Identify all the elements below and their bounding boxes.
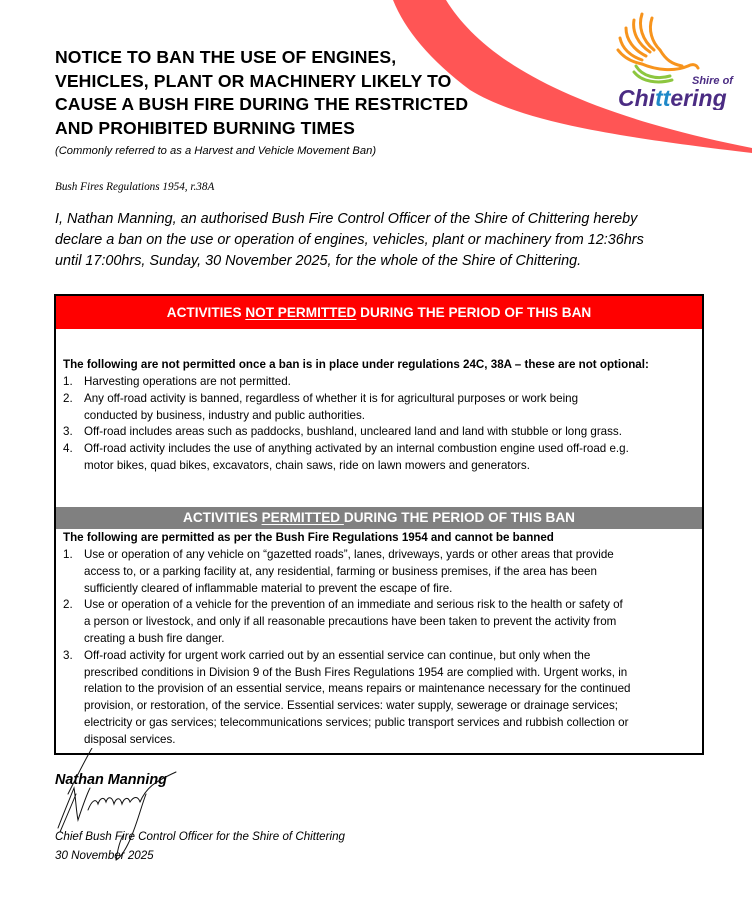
signoff-date: 30 November 2025 [55,849,154,862]
list-item: 4. Off-road activity includes the use of anything activated by an internal combustion engine used off-road e.g. motor bikes, quad bikes, excavators, chain saws, ride on lawn mowers and generators. [63,442,629,472]
regulation-reference: Bush Fires Regulations 1954, r.38A [55,181,215,193]
declaration-line: until 17:00hrs, Sunday, 30 November 2025, for the whole of the Shire of Chittering. [55,253,582,269]
svg-text:Chittering: Chittering [618,85,727,110]
permitted-emphasis: PERMITTED [261,510,344,525]
declaration-line: declare a ban on the use or operation of engines, vehicles, plant or machinery from 12:36hrs [55,232,644,248]
title-line: CAUSE A BUSH FIRE DURING THE RESTRICTED [55,94,469,115]
signatory-title: Chief Bush Fire Control Officer for the Shire of Chittering [55,830,345,843]
not-permitted-header: ACTIVITIES NOT PERMITTED DURING THE PERIOD OF THIS BAN [56,296,702,329]
ban-activities-box [54,294,704,755]
list-item: 3. Off-road activity for urgent work carried out by an essential service can continue, but only when the prescribed conditions in Division 9 of the Bush Fires Regulations 1954 are complied with. Urgent works, in relation to the provision of an essential service, means repairs or maintenance necessary for the continued provision, or restoration, of the service. Essential services: water supply, sewerage or drainage services; electricity or gas services; telecommunications services; public transport services and rubbish collection or disposal services. [63,648,631,746]
permitted-list [63,547,699,749]
title-line: VEHICLES, PLANT OR MACHINERY LIKELY TO [55,70,452,91]
bird-icon [618,14,698,70]
notice-subtitle: (Commonly referred to as a Harvest and Vehicle Movement Ban) [55,145,377,157]
signatory-name: Nathan Manning [55,772,167,788]
not-permitted-emphasis: NOT PERMITTED [245,305,357,320]
not-permitted-list [63,374,699,475]
permitted-intro: The following are permitted as per the Bush Fire Regulations 1954 and cannot be banned [63,531,554,544]
list-item: 1. Use or operation of any vehicle on “gazetted roads”, lanes, driveways, yards or other areas that provide access to, or a parking facility at, any residential, farming or business premises, if the area has been sufficiently cleared of inflammable material to prevent the escape of fire. [63,548,614,595]
not-permitted-intro: The following are not permitted once a ban is in place under regulations 24C, 38A – these are not optional: [63,358,649,371]
title-line: NOTICE TO BAN THE USE OF ENGINES, [55,47,397,67]
svg-text:Shire of: Shire of [692,75,733,87]
permitted-header: ACTIVITIES PERMITTED DURING THE PERIOD OF THIS BAN [56,507,702,529]
list-item: 3. Off-road includes areas such as paddocks, bushland, uncleared land and land with stubble or long grass. [63,425,622,439]
declaration-line: I, Nathan Manning, an authorised Bush Fire Control Officer of the Shire of Chittering hereby [55,211,638,227]
shire-of-chittering-logo [612,10,742,110]
title-line: AND PROHIBITED BURNING TIMES [55,117,355,138]
notice-title [55,46,515,140]
ban-declaration [55,209,715,272]
list-item: 2. Use or operation of a vehicle for the prevention of an immediate and serious risk to the health or safety of a person or livestock, and only if all reasonable precautions have been taken to prevent the activity from creating a bush fire danger. [63,598,623,645]
list-item: 2. Any off-road activity is banned, regardless of whether it is for agricultural purposes or work being conducted by business, industry and public authorities. [63,391,579,422]
list-item: 1. Harvesting operations are not permitted. [63,375,291,388]
